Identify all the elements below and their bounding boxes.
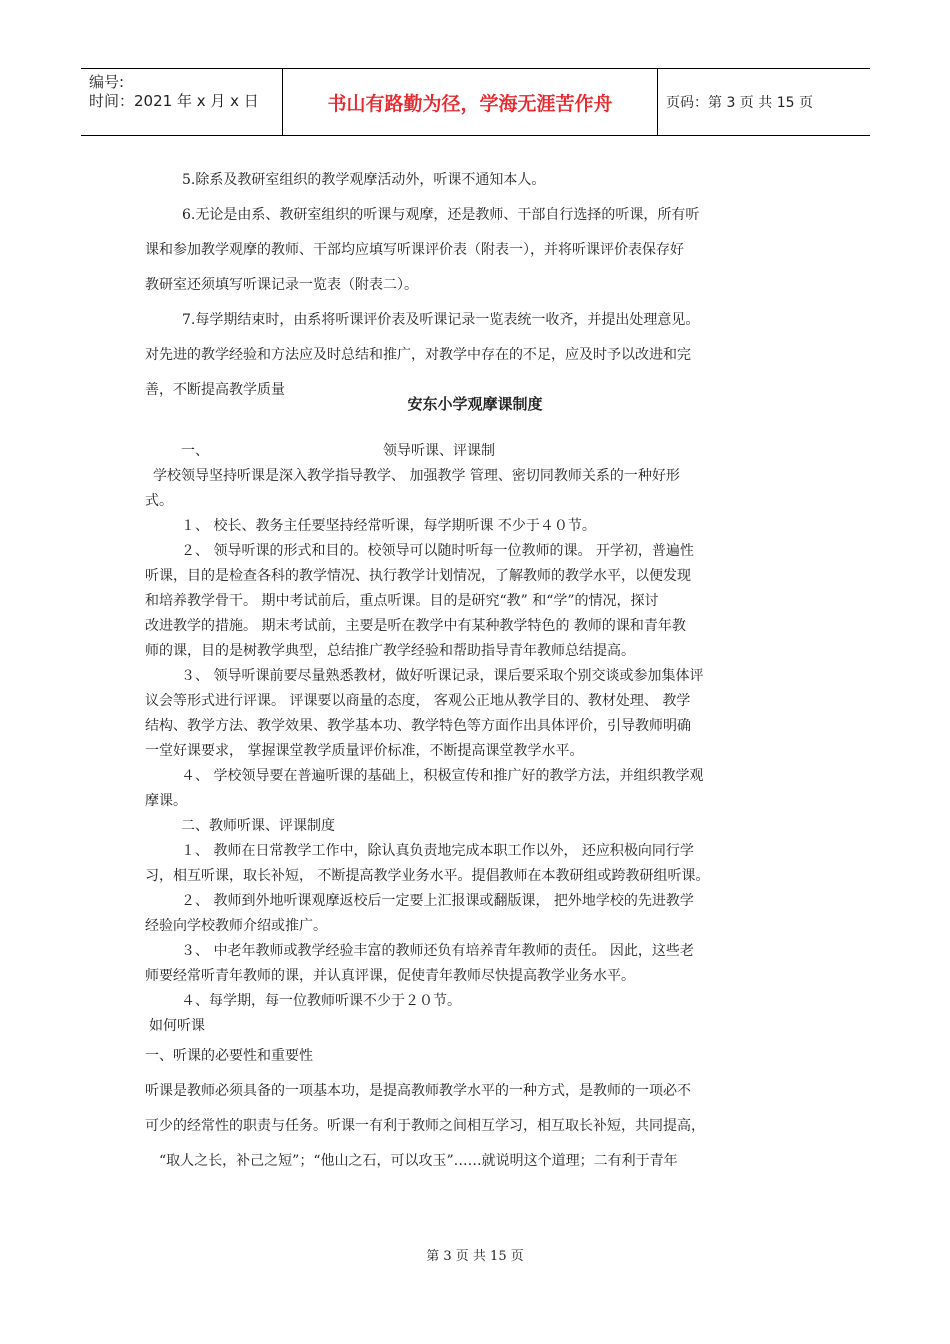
intro-line2: 式。 (145, 493, 173, 509)
item-2-line1: ２、 领导听课的形式和目的。校领导可以随时听每一位教师的课。 开学初，普遍性 (181, 543, 694, 559)
header-meta (81, 69, 283, 135)
bottom-line3: “取人之长，补己之短”；“他山之石，可以攻玉”……就说明这个道理；二有利于青年 (159, 1153, 678, 1169)
number-label: 编号: (89, 73, 125, 91)
paragraph-5: 5.除系及教研室组织的教学观摩活动外，听课不通知本人。 (182, 172, 546, 188)
item-4-line2: 摩课。 (145, 793, 187, 809)
teacher-item-1-line1: １、 教师在日常教学工作中，除认真负责地完成本职工作以外， 还应积极向同行学 (181, 843, 694, 859)
heading-1-text: 领导听课、评课制 (383, 443, 495, 459)
teacher-item-4: ４、每学期，每一位教师听课不少于２０节。 (181, 993, 461, 1009)
paragraph-7-line3: 善，不断提高教学质量 (145, 382, 285, 398)
document-title: 安东小学观摩课制度 (407, 395, 543, 413)
page-footer: 第 3 页 共 15 页 (426, 1249, 524, 1264)
paragraph-6-line2: 课和参加教学观摩的教师、干部均应填写听课评价表（附表一），并将听课评价表保存好 (145, 242, 684, 258)
how-to-observe-heading: 如何听课 (149, 1018, 205, 1034)
item-2-line2: 听课，目的是检查各科的教学情况、执行教学计划情况，了解教师的教学水平，以便发现 (145, 568, 691, 584)
heading-2: 二、教师听课、评课制度 (181, 818, 335, 834)
page-header (81, 68, 870, 136)
heading-1 (145, 439, 810, 464)
item-4-line1: ４、 学校领导要在普遍听课的基础上，积极宣传和推广好的教学方法，并组织教学观 (181, 768, 704, 784)
section-top (145, 163, 810, 408)
header-page-info: 页码：第 3 页 共 15 页 (666, 95, 813, 111)
item-3-line2: 议会等形式进行评课。 评课要以商量的态度， 客观公正地从教学目的、教材处理、 教学 (145, 693, 691, 709)
teacher-item-3-line1: ３、 中老年教师或教学经验丰富的教师还负有培养青年教师的责任。 因此，这些老 (181, 943, 694, 959)
item-3-line4: 一堂好课要求， 掌握课堂教学质量评价标准，不断提高课堂教学水平。 (145, 743, 584, 759)
teacher-item-2-line1: ２、 教师到外地听课观摩返校后一定要上汇报课或翻版课， 把外地学校的先进教学 (181, 893, 694, 909)
bottom-line1: 听课是教师必须具备的一项基本功，是提高教师教学水平的一种方式，是教师的一项必不 (145, 1083, 691, 1099)
paragraph-7-line1: 7.每学期结束时，由系将听课评价表及听课记录一览表统一收齐，并提出处理意见。 (182, 312, 700, 328)
teacher-item-1-line2: 习，相互听课，取长补短， 不断提高教学业务水平。提倡教师在本教研组或跨教研组听课。 (145, 868, 710, 884)
item-2-line3: 和培养教学骨干。 期中考试前后，重点听课。目的是研究“教” 和“学”的情况，探讨 (145, 593, 659, 609)
item-2-line5: 师的课，目的是树教学典型，总结推广教学经验和帮助指导青年教师总结提高。 (145, 643, 635, 659)
section-leadership (145, 439, 810, 1039)
paragraph-7-line2: 对先进的教学经验和方法应及时总结和推广，对教学中存在的不足，应及时予以改进和完 (145, 347, 691, 363)
paragraph-6-line3: 教研室还须填写听课记录一览表（附表二）。 (145, 277, 418, 293)
bottom-heading: 一、听课的必要性和重要性 (145, 1048, 313, 1064)
section-bottom (145, 1039, 810, 1179)
header-motto: 书山有路勤为径，学海无涯苦作舟 (283, 69, 658, 135)
date-label: 时间：2021 年 x 月 x 日 (89, 92, 259, 110)
item-2-line4: 改进教学的措施。 期末考试前，主要是听在教学中有某种教学特色的 教师的课和青年教 (145, 618, 686, 634)
teacher-item-2-line2: 经验向学校教师介绍或推广。 (145, 918, 327, 934)
item-3-line1: ３、 领导听课前要尽量熟悉教材，做好听课记录，课后要采取个别交谈或参加集体评 (181, 668, 704, 684)
intro-line1: 学校领导坚持听课是深入教学指导教学、 加强教学 管理、密切同教师关系的一种好形 (153, 468, 680, 484)
paragraph-6-line1: 6.无论是由系、教研室组织的听课与观摩，还是教师、干部自行选择的听课，所有听 (182, 207, 700, 223)
bottom-line2: 可少的经常性的职责与任务。听课一有利于教师之间相互学习，相互取长补短，共同提高， (145, 1118, 705, 1134)
teacher-item-3-line2: 师要经常听青年教师的课，并认真评课，促使青年教师尽快提高教学业务水平。 (145, 968, 635, 984)
heading-1-number: 一、 (181, 443, 209, 459)
item-1: １、 校长、教务主任要坚持经常听课，每学期听课 不少于４０节。 (181, 518, 596, 534)
item-3-line3: 结构、教学方法、教学效果、教学基本功、教学特色等方面作出具体评价，引导教师明确 (145, 718, 691, 734)
